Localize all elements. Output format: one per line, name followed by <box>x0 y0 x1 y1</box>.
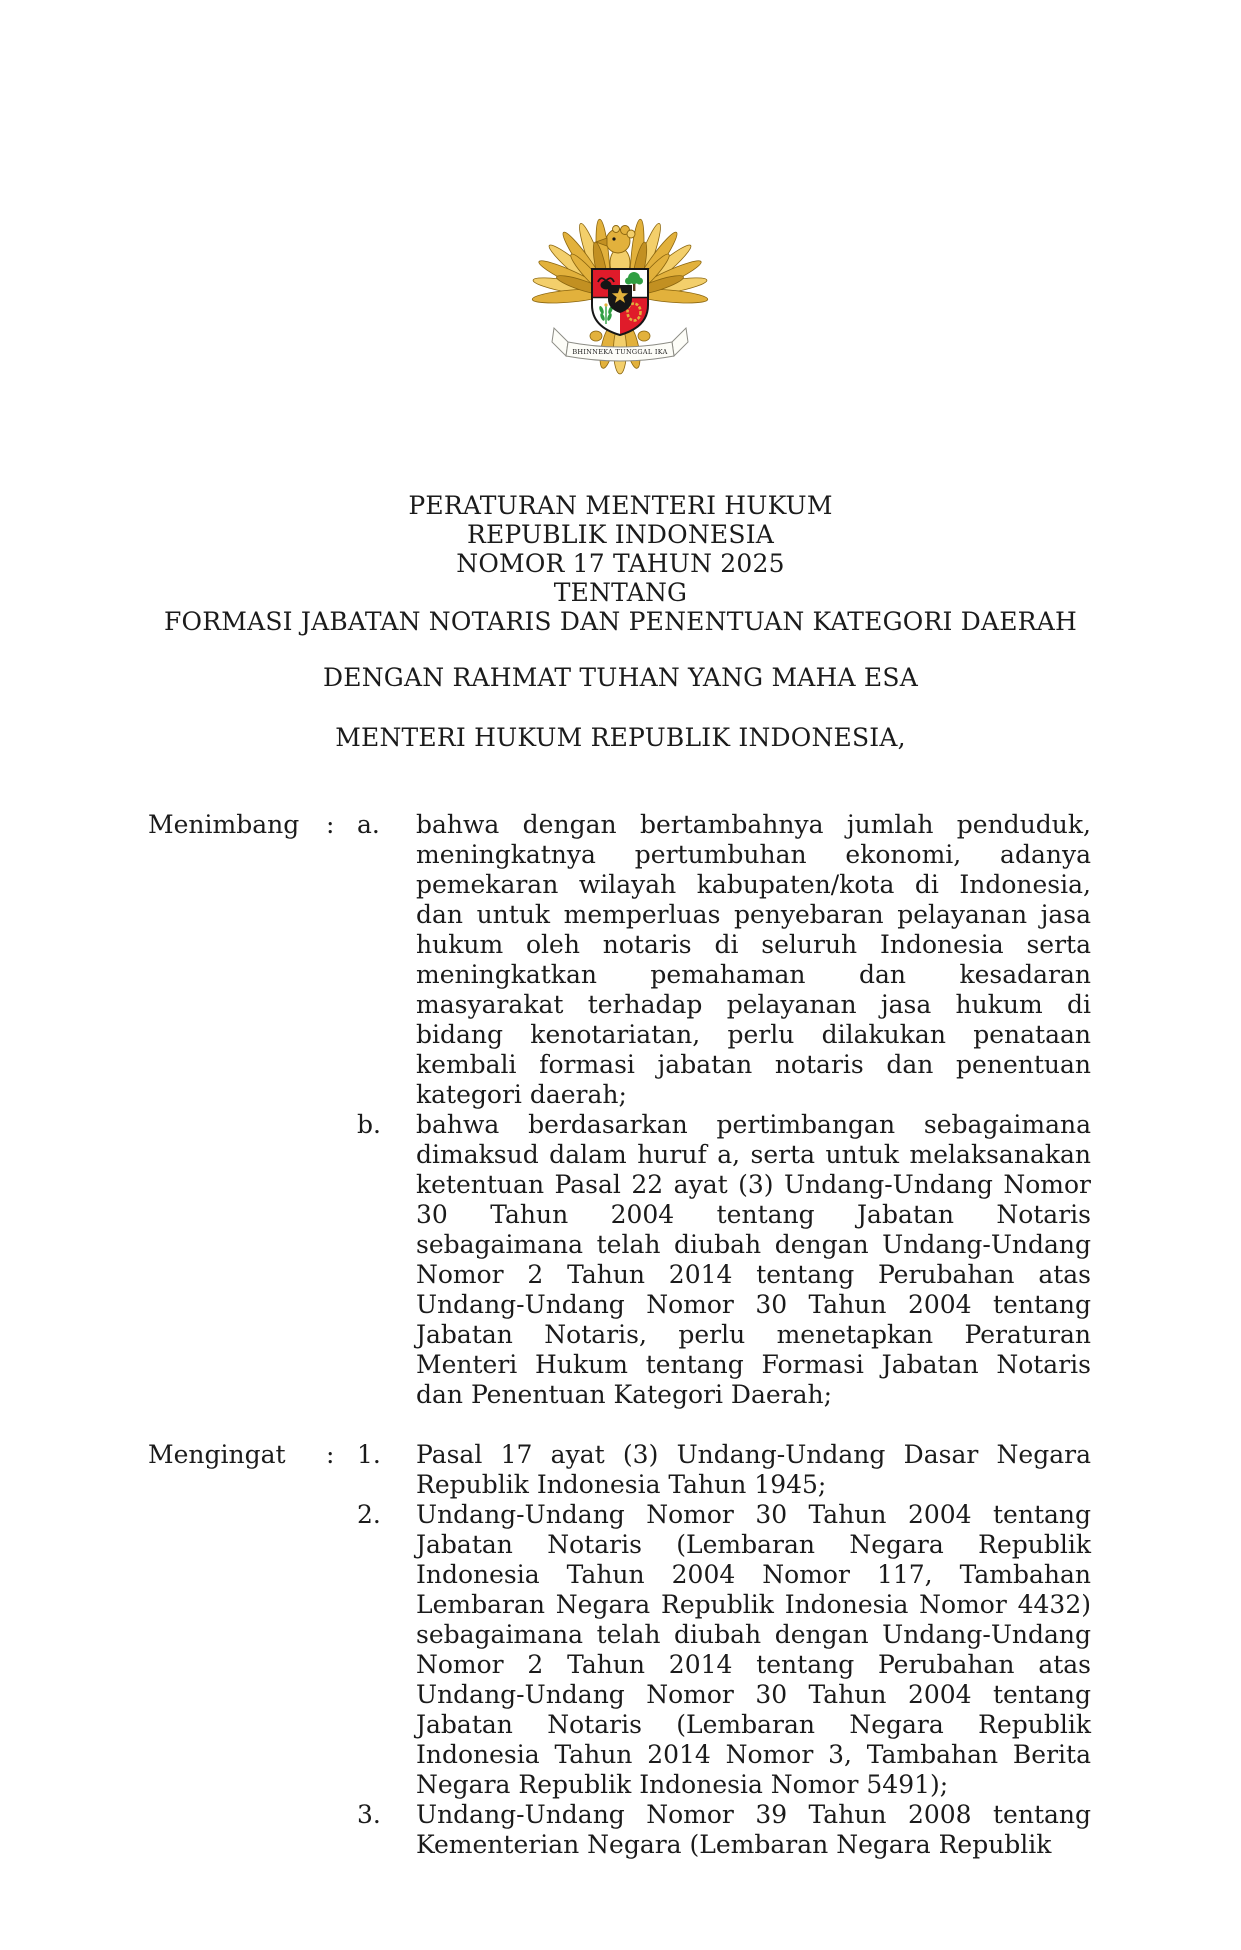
legal-basis-label: Mengingat <box>148 1440 286 1469</box>
legal-basis-items <box>357 1440 1091 1860</box>
item-marker: 1. <box>357 1440 381 1469</box>
item-text: Pasal 17 ayat (3) Undang-Undang Dasar Negara Republik Indonesia Tahun 1945; <box>416 1440 1091 1499</box>
pancasila-shield <box>592 269 648 338</box>
item-marker: 2. <box>357 1500 381 1529</box>
item-marker: a. <box>357 810 380 839</box>
legal-basis-section <box>148 1440 1091 1860</box>
item-marker: 3. <box>357 1800 381 1829</box>
item-text: bahwa dengan bertambahnya jumlah penduduk, meningkatnya pertumbuhan ekonomi, adanya pemekaran wilayah kabupaten/kota di Indonesia, dan untuk memperluas penyebaran pelayanan jasa hukum oleh notaris di seluruh Indonesia serta meningkatkan pemahaman dan kesadaran masyarakat terhadap pelayanan jasa hukum di bidang kenotariatan, perlu dilakukan penataan kembali formasi jabatan notaris dan penentuan kategori daerah; <box>416 810 1091 1109</box>
garuda-pancasila-emblem <box>530 185 710 377</box>
invocation-line: DENGAN RAHMAT TUHAN YANG MAHA ESA <box>323 663 918 692</box>
considerations-label: Menimbang <box>148 810 300 839</box>
considerations-items <box>357 810 1091 1410</box>
consideration-item <box>357 1110 1091 1410</box>
document-body <box>148 810 1091 1860</box>
consideration-item <box>357 810 1091 1110</box>
title-line: FORMASI JABATAN NOTARIS DAN PENENTUAN KATEGORI DAERAH <box>164 607 1077 636</box>
legal-basis-item <box>357 1800 1091 1860</box>
eye <box>612 237 615 240</box>
legal-basis-item <box>357 1500 1091 1800</box>
considerations-section <box>148 810 1091 1410</box>
legal-basis-item <box>357 1440 1091 1500</box>
title-line: NOMOR 17 TAHUN 2025 <box>456 549 785 578</box>
title-line: REPUBLIK INDONESIA <box>466 520 775 549</box>
item-text: Undang-Undang Nomor 30 Tahun 2004 tentang Jabatan Notaris (Lembaran Negara Republik Indonesia Tahun 2004 Nomor 117, Tambahan Lembaran Negara Republik Indonesia Nomor 4432) sebagaimana telah diubah dengan Undang-Undang Nomor 2 Tahun 2014 tentang Perubahan atas Undang-Undang Nomor 30 Tahun 2004 tentang Jabatan Notaris (Lembaran Negara Republik Indonesia Tahun 2014 Nomor 3, Tambahan Berita Negara Republik Indonesia Nomor 5491); <box>416 1500 1091 1799</box>
garuda-emblem-svg <box>530 185 710 377</box>
colon-separator: : <box>326 810 335 839</box>
title-line: TENTANG <box>553 578 688 607</box>
authority-line: MENTERI HUKUM REPUBLIK INDONESIA, <box>335 723 906 752</box>
item-text: Undang-Undang Nomor 39 Tahun 2008 tentang Kementerian Negara (Lembaran Negara Republik <box>416 1800 1091 1859</box>
document-title <box>0 491 1241 636</box>
title-line: PERATURAN MENTERI HUKUM <box>408 491 833 520</box>
item-text: bahwa berdasarkan pertimbangan sebagaimana dimaksud dalam huruf a, serta untuk melaksanakan ketentuan Pasal 22 ayat (3) Undang-Undang Nomor 30 Tahun 2004 tentang Jabatan Notaris sebagaimana telah diubah dengan Undang-Undang Nomor 2 Tahun 2014 tentang Perubahan atas Undang-Undang Nomor 30 Tahun 2004 tentang Jabatan Notaris, perlu menetapkan Peraturan Menteri Hukum tentang Formasi Jabatan Notaris dan Penentuan Kategori Daerah; <box>416 1110 1091 1409</box>
colon-separator: : <box>326 1440 335 1469</box>
item-marker: b. <box>357 1110 381 1139</box>
motto-text: BHINNEKA TUNGGAL IKA <box>572 348 668 356</box>
